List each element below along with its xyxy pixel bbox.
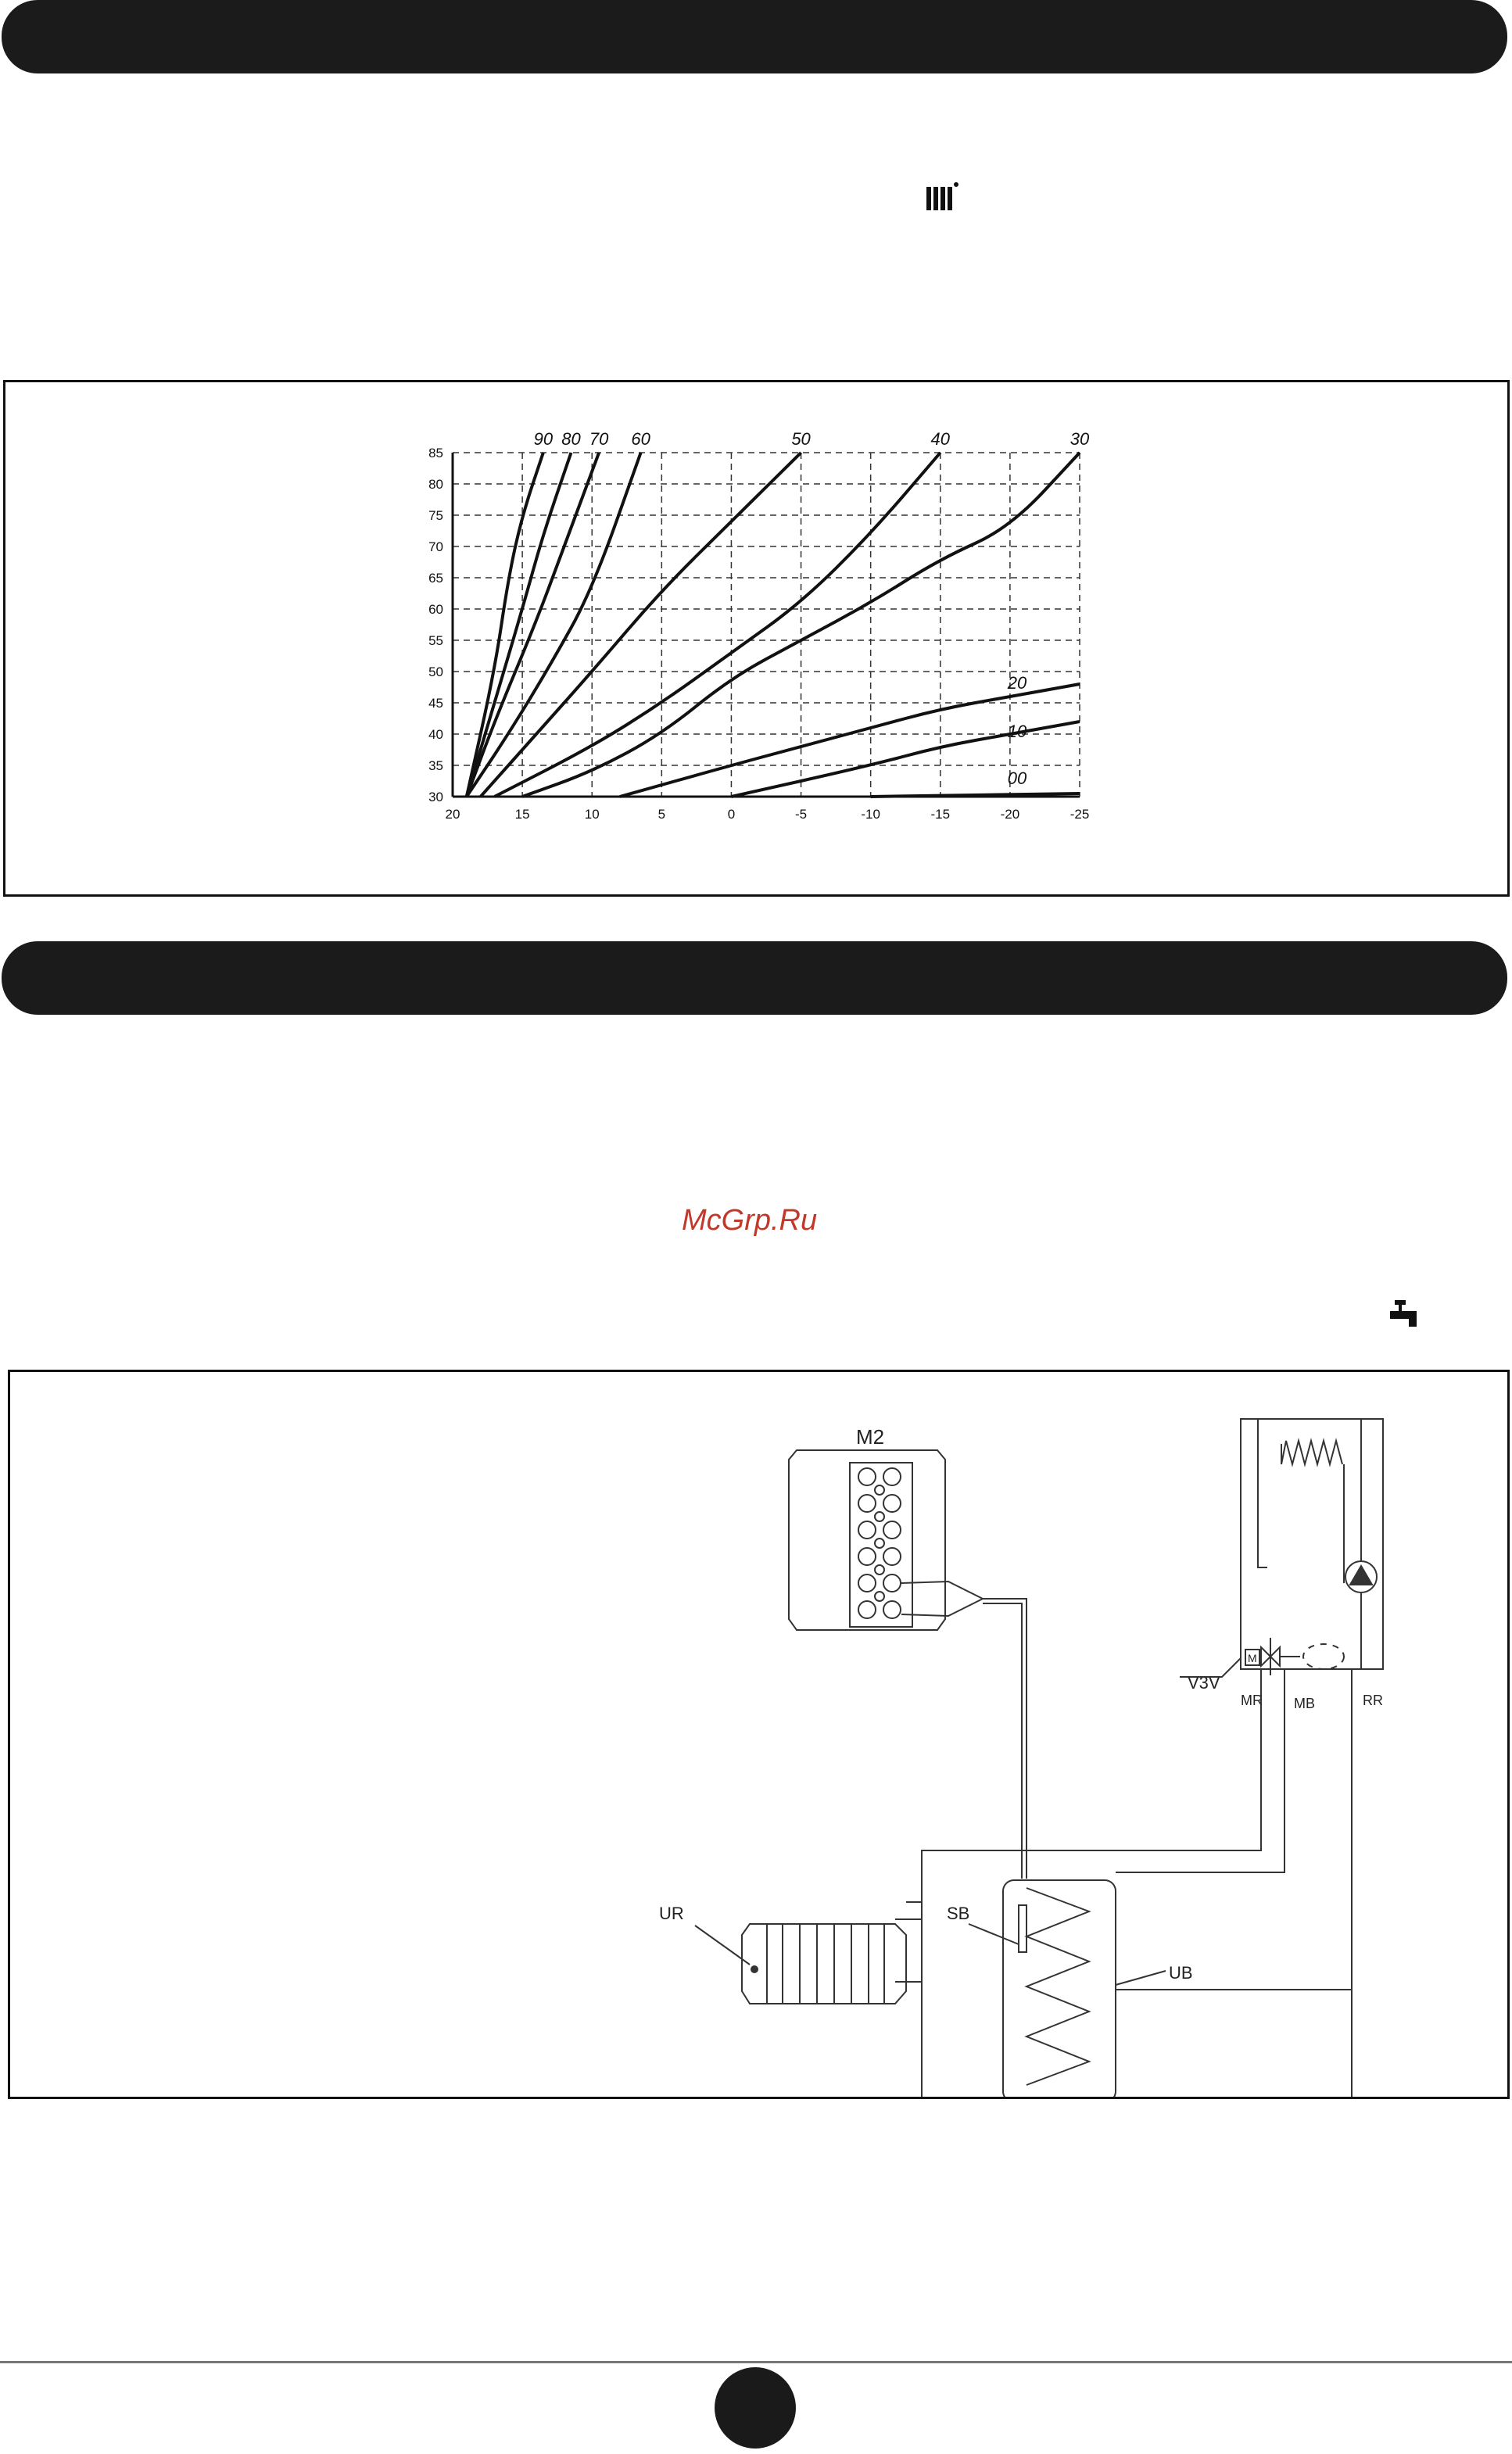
chart-grid — [453, 453, 1080, 797]
x-tick-label: 10 — [584, 807, 600, 822]
rr-label: RR — [1363, 1693, 1383, 1708]
heating-curves-chart — [5, 382, 1507, 894]
terminal-screws — [858, 1468, 901, 1618]
y-tick-label: 30 — [428, 790, 443, 804]
section-header-bar-2 — [2, 941, 1507, 1015]
series-label-40: 40 — [930, 429, 951, 449]
series-label-20: 20 — [1007, 673, 1027, 693]
series-label-10: 10 — [1007, 722, 1027, 741]
y-tick-label: 40 — [428, 727, 443, 742]
x-tick-label: -15 — [930, 807, 951, 822]
x-tick-label: 15 — [514, 807, 530, 822]
v3v-label: V3V — [1188, 1673, 1220, 1693]
x-tick-label: 0 — [727, 807, 736, 822]
curve-80 — [467, 453, 571, 797]
tap-icon — [1387, 1299, 1420, 1330]
watermark-text: McGrp.Ru — [682, 1204, 818, 1237]
y-tick-label: 55 — [428, 633, 443, 648]
x-tick-label: -25 — [1070, 807, 1090, 822]
series-label-80: 80 — [561, 429, 581, 449]
series-label-70: 70 — [589, 429, 609, 449]
hydraulic-diagram — [10, 1372, 1507, 2097]
y-tick-label: 65 — [428, 571, 443, 586]
page-number-disc — [715, 2367, 796, 2449]
footer-rule — [0, 2361, 1512, 2363]
y-tick-label: 35 — [428, 758, 443, 773]
chart-axes — [453, 453, 1080, 797]
y-tick-label: 75 — [428, 508, 443, 523]
y-tick-label: 85 — [428, 446, 443, 460]
radiator-ur — [659, 1904, 906, 2004]
sb-label: SB — [947, 1904, 970, 1923]
hydraulic-diagram-frame — [8, 1370, 1510, 2099]
ub-label: UB — [1169, 1963, 1193, 1983]
y-tick-label: 70 — [428, 539, 443, 554]
curve-90 — [467, 453, 543, 797]
curve-70 — [467, 453, 599, 797]
x-tick-label: -5 — [794, 807, 808, 822]
section-header-bar-1 — [2, 0, 1507, 73]
mb-label: MB — [1294, 1696, 1315, 1711]
y-tick-label: 45 — [428, 696, 443, 711]
m2-label: M2 — [856, 1425, 885, 1449]
y-tick-label: 50 — [428, 665, 443, 679]
ur-label: UR — [659, 1904, 684, 1923]
series-label-50: 50 — [791, 429, 811, 449]
m-label: M — [1248, 1652, 1257, 1664]
hot-water-tank-ub — [947, 1880, 1193, 2097]
series-label-90: 90 — [533, 429, 554, 449]
y-tick-label: 80 — [428, 477, 443, 492]
x-tick-label: -20 — [1000, 807, 1020, 822]
radiator-icon — [925, 181, 959, 212]
x-tick-label: 20 — [445, 807, 460, 822]
series-label-00: 00 — [1007, 768, 1027, 788]
pipes — [895, 1669, 1352, 2097]
curve-40 — [494, 453, 940, 797]
x-tick-label: -10 — [861, 807, 880, 822]
heating-curve-chart-frame — [3, 380, 1510, 897]
series-label-60: 60 — [631, 429, 650, 449]
x-tick-label: 5 — [657, 807, 666, 822]
chart-curves — [467, 453, 1080, 797]
mr-label: MR — [1241, 1693, 1263, 1708]
y-tick-label: 60 — [428, 602, 443, 617]
series-label-30: 30 — [1070, 429, 1090, 449]
boiler — [1180, 1419, 1383, 1711]
terminal-block-m2 — [789, 1425, 1027, 1879]
curve-10 — [731, 722, 1080, 797]
